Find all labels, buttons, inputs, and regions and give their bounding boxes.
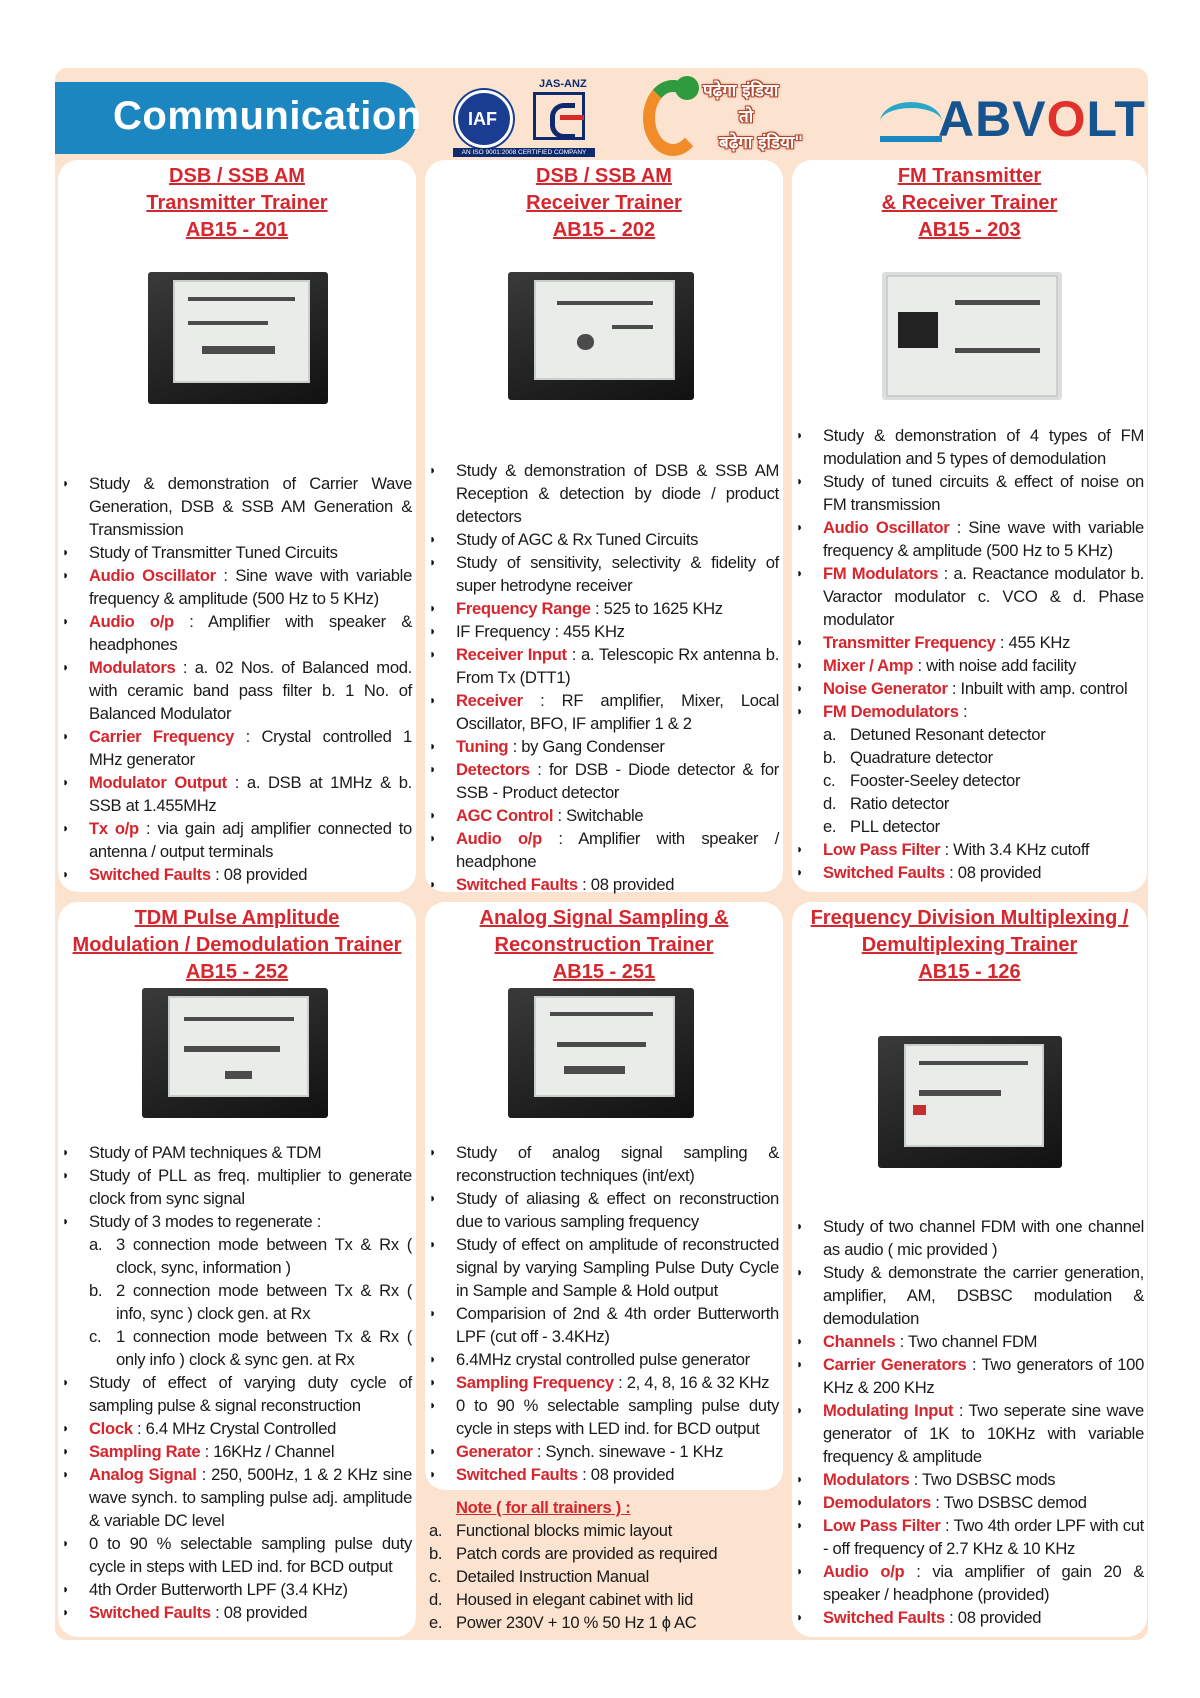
triangle-bullet-icon: ◗ [796,1518,803,1532]
triangle-bullet-icon: ◗ [796,635,803,649]
list-item [429,528,779,551]
list-item [62,725,412,771]
feature-text: : 250, 500Hz, 1 & 2 KHz sine wave synch. to sampling pulse adj. amplitude & variable DC level [89,1465,412,1530]
triangle-bullet-icon: ◗ [62,614,69,628]
feature-text: : 08 provided [577,875,675,894]
list-item [429,1588,779,1611]
triangle-bullet-icon: ◗ [796,474,803,488]
feature-label: Generator [456,1442,533,1461]
feature-text: Study of two channel FDM with one channel as audio ( mic provided ) [823,1217,1144,1259]
triangle-bullet-icon: ◗ [796,865,803,879]
list-item [796,470,1144,516]
feature-label: Modulating Input [823,1401,954,1420]
feature-text: : With 3.4 KHz cutoff [940,840,1090,859]
sub-item-marker: d. [429,1590,443,1609]
note-box [429,1496,779,1634]
feature-label: FM Modulators [823,564,939,583]
list-item [62,1279,412,1325]
list-item [796,746,1144,769]
section-title: Communication [113,94,422,138]
padhega-india-logo [643,76,858,160]
feature-text: : Two 4th order LPF with cut - off frequency of 2.7 KHz & 10 KHz [823,1516,1144,1558]
list-item [429,459,779,528]
feature-text: : 6.4 MHz Crystal Controlled [132,1419,337,1438]
feature-text: : Amplifier with speaker / headphone [456,829,780,871]
feature-label: Modulators [823,1470,910,1489]
section-header [55,82,422,154]
list-item [796,1606,1144,1629]
feature-text: Comparision of 2nd & 4th order Butterworth LPF (cut off - 3.4KHz) [456,1304,779,1346]
feature-text: : for DSB - Diode detector & for SSB - Product detector [456,760,779,802]
feature-text: Patch cords are provided as required [456,1544,718,1563]
trainer-photo [878,1036,1062,1168]
list-item [62,1371,412,1417]
feature-label: Audio Oscillator [823,518,950,537]
feature-text: : Two DSBSC demod [930,1493,1087,1512]
feature-text: Study of 3 modes to regenerate : [89,1212,322,1231]
feature-label: Channels [823,1332,896,1351]
feature-text: : Two generators of 100 KHz & 200 KHz [823,1355,1145,1397]
feature-label: Audio o/p [456,829,542,848]
triangle-bullet-icon: ◗ [62,1168,69,1182]
list-item [429,1371,779,1394]
list-item [429,1519,779,1542]
list-item [796,1261,1144,1330]
list-item [796,424,1144,470]
triangle-bullet-icon: ◗ [62,1421,69,1435]
triangle-bullet-icon: ◗ [796,1265,803,1279]
triangle-bullet-icon: ◗ [429,1145,436,1159]
triangle-bullet-icon: ◗ [62,775,69,789]
triangle-bullet-icon: ◗ [796,1495,803,1509]
iso-certified-label: AN ISO 9001:2008 CERTIFIED COMPANY [453,148,595,157]
jas-anz-mark-icon [533,92,585,140]
feature-label: Frequency Range [456,599,591,618]
triangle-bullet-icon: ◗ [62,568,69,582]
list-item [62,1210,412,1233]
feature-list [62,472,412,886]
list-item [429,1440,779,1463]
feature-text: Study of AGC & Rx Tuned Circuits [456,530,699,549]
feature-list [796,1215,1144,1629]
triangle-bullet-icon: ◗ [429,877,436,891]
feature-label: Analog Signal [89,1465,197,1484]
feature-text: 4th Order Butterworth LPF (3.4 KHz) [89,1580,348,1599]
sub-item-marker: e. [429,1613,443,1632]
feature-text: : RF amplifier, Mixer, Local Oscillator, BFO, IF amplifier 1 & 2 [456,691,779,733]
list-item [62,564,412,610]
feature-text: : 08 provided [577,1465,675,1484]
triangle-bullet-icon: ◗ [796,520,803,534]
feature-text: PLL detector [850,817,940,836]
feature-text: Study & demonstration of 4 types of FM modulation and 5 types of demodulation [823,426,1144,468]
feature-text: Study & demonstration of DSB & SSB AM Reception & detection by diode / product detectors [456,461,779,526]
list-item [796,1215,1144,1261]
list-item [62,771,412,817]
feature-label: Sampling Rate [89,1442,201,1461]
triangle-bullet-icon: ◗ [62,729,69,743]
feature-label: Audio o/p [823,1562,905,1581]
list-item [62,1463,412,1532]
triangle-bullet-icon: ◗ [796,704,803,718]
feature-text: IF Frequency : 455 KHz [456,622,625,641]
brand-wordmark: ABVOLT [938,91,1146,147]
list-item [62,610,412,656]
triangle-bullet-icon: ◗ [796,566,803,580]
feature-label: FM Demodulators [823,702,959,721]
list-item [796,677,1144,700]
list-item [62,1417,412,1440]
product-title: Analog Signal Sampling & Reconstruction Trainer AB15 - 251 [479,907,729,983]
feature-label: Carrier Frequency [89,727,235,746]
triangle-bullet-icon: ◗ [796,428,803,442]
list-item [62,1325,412,1371]
list-item [796,1468,1144,1491]
feature-text: : Two DSBSC mods [909,1470,1056,1489]
list-item [429,551,779,597]
triangle-bullet-icon: ◗ [429,624,436,638]
triangle-bullet-icon: ◗ [796,1334,803,1348]
feature-text: Study of analog signal sampling & reconstruction techniques (int/ext) [456,1143,779,1185]
triangle-bullet-icon: ◗ [429,647,436,661]
feature-list [62,1141,412,1624]
feature-label: Switched Faults [89,1603,211,1622]
feature-text: Study of effect on amplitude of reconstructed signal by varying Sampling Pulse Duty Cycle in Sample and Sample & Hold output [456,1235,779,1300]
slogan-line-3: बढ़ेगा इंडिया" [719,133,804,153]
list-item [796,815,1144,838]
list-item [62,1601,412,1624]
list-item [429,1542,779,1565]
list-item [796,838,1144,861]
feature-text: : with noise add facility [913,656,1076,675]
feature-label: Clock [89,1419,133,1438]
list-item [429,620,779,643]
feature-text: Housed in elegant cabinet with lid [456,1590,694,1609]
triangle-bullet-icon: ◗ [796,658,803,672]
triangle-bullet-icon: ◗ [796,1357,803,1371]
list-item [429,758,779,804]
list-item [796,792,1144,815]
feature-label: Switched Faults [823,1608,945,1627]
feature-text: : a. Telescopic Rx antenna b. From Tx (DTT1) [456,645,780,687]
sub-item-marker: b. [429,1544,443,1563]
list-item [429,735,779,758]
feature-label: Low Pass Filter [823,1516,941,1535]
list-item [429,804,779,827]
iaf-certification-logo [453,78,593,156]
triangle-bullet-icon: ◗ [62,821,69,835]
triangle-bullet-icon: ◗ [62,867,69,881]
sub-item-marker: b. [823,748,837,767]
feature-text: : Synch. sinewave - 1 KHz [532,1442,724,1461]
list-item [429,597,779,620]
feature-text: Quadrature detector [850,748,993,767]
list-item [429,643,779,689]
feature-text: : 16KHz / Channel [200,1442,335,1461]
trainer-photo [882,272,1062,400]
feature-list [429,1141,779,1486]
feature-text: : via gain adj amplifier connected to antenna / output terminals [89,819,412,861]
triangle-bullet-icon: ◗ [429,1191,436,1205]
list-item [796,1514,1144,1560]
triangle-bullet-icon: ◗ [429,1444,436,1458]
sub-item-marker: d. [823,794,837,813]
feature-label: Transmitter Frequency [823,633,996,652]
feature-text: 1 connection mode between Tx & Rx ( only info ) clock & sync gen. at Rx [116,1327,412,1369]
list-item [429,827,779,873]
triangle-bullet-icon: ◗ [429,1375,436,1389]
list-item [796,723,1144,746]
feature-text: : Switchable [553,806,644,825]
list-item [62,1141,412,1164]
feature-text: Detuned Resonant detector [850,725,1046,744]
feature-text: : by Gang Condenser [508,737,665,756]
feature-text: 3 connection mode between Tx & Rx ( clock, sync, information ) [116,1235,412,1277]
triangle-bullet-icon: ◗ [62,660,69,674]
triangle-bullet-icon: ◗ [796,842,803,856]
feature-label: Receiver Input [456,645,567,664]
list-item [62,817,412,863]
slogan-line-1: पढ़ेगा इंडिया [703,81,779,101]
feature-text: Study of Transmitter Tuned Circuits [89,543,338,562]
list-item [796,1560,1144,1606]
feature-text: : Two channel FDM [895,1332,1038,1351]
list-item [796,516,1144,562]
feature-label: Audio o/p [89,612,174,631]
list-item [62,1578,412,1601]
list-item [429,1565,779,1588]
triangle-bullet-icon: ◗ [62,1145,69,1159]
feature-label: Noise Generator [823,679,948,698]
triangle-bullet-icon: ◗ [62,1605,69,1619]
feature-text: : a. Reactance modulator b. Varactor modulator c. VCO & d. Phase modulator [823,564,1144,629]
product-title: DSB / SSB AM Receiver Trainer AB15 - 202 [526,165,682,241]
triangle-bullet-icon: ◗ [62,1536,69,1550]
feature-text: Study of aliasing & effect on reconstruction due to various sampling frequency [456,1189,779,1231]
feature-text: Detailed Instruction Manual [456,1567,649,1586]
wave-icon [880,102,942,142]
triangle-bullet-icon: ◗ [796,1472,803,1486]
triangle-bullet-icon: ◗ [796,681,803,695]
sub-item-marker: c. [823,771,836,790]
slogan-line-2: तो [739,107,754,127]
feature-text: Study of tuned circuits & effect of noise on FM transmission [823,472,1144,514]
feature-text: Power 230V + 10 % 50 Hz 1 ɸ AC [456,1613,697,1632]
product-title: Frequency Division Multiplexing / Demultiplexing Trainer AB15 - 126 [810,907,1129,983]
feature-text: 0 to 90 % selectable sampling pulse duty cycle in steps with LED ind. for BCD output [456,1396,779,1438]
triangle-bullet-icon: ◗ [429,762,436,776]
feature-text: Ratio detector [850,794,950,813]
list-item [796,861,1144,884]
list-item [796,562,1144,631]
list-item [796,654,1144,677]
triangle-bullet-icon: ◗ [62,1582,69,1596]
feature-text: Study & demonstration of Carrier Wave Generation, DSB & SSB AM Generation & Transmission [89,474,412,539]
feature-text: Study of PLL as freq. multiplier to generate clock from sync signal [89,1166,412,1208]
feature-text: Study of effect of varying duty cycle of sampling pulse & signal reconstruction [89,1373,412,1415]
feature-text: : a. DSB at 1MHz & b. SSB at 1.455MHz [89,773,412,815]
triangle-bullet-icon: ◗ [429,601,436,615]
list-item [62,1233,412,1279]
iaf-seal-icon: IAF [455,90,513,148]
list-item [429,873,779,896]
feature-label: Demodulators [823,1493,931,1512]
note-title: Note ( for all trainers ) : [456,1498,631,1517]
feature-label: Switched Faults [89,865,211,884]
feature-label: Modulator Output [89,773,227,792]
list-item [796,1353,1144,1399]
feature-text: : 08 provided [210,865,308,884]
triangle-bullet-icon: ◗ [62,1467,69,1481]
abvolt-logo [880,84,1146,156]
triangle-bullet-icon: ◗ [62,476,69,490]
feature-text: : Crystal controlled 1 MHz generator [89,727,412,769]
list-item [429,1394,779,1440]
list-item [796,1399,1144,1468]
list-item [62,863,412,886]
feature-text: : Amplifier with speaker & headphones [89,612,413,654]
feature-list [796,424,1144,884]
triangle-bullet-icon: ◗ [429,463,436,477]
feature-list [429,459,779,896]
triangle-bullet-icon: ◗ [62,545,69,559]
feature-text: 2 connection mode between Tx & Rx ( info, sync ) clock gen. at Rx [116,1281,412,1323]
feature-label: Switched Faults [456,1465,578,1484]
feature-text: Study of PAM techniques & TDM [89,1143,322,1162]
triangle-bullet-icon: ◗ [429,1398,436,1412]
product-title: TDM Pulse Amplitude Modulation / Demodulation Trainer AB15 - 252 [72,907,402,983]
feature-text: : 08 provided [944,1608,1042,1627]
list-item [429,1348,779,1371]
sub-item-marker: c. [89,1327,102,1346]
feature-text: : Inbuilt with amp. control [947,679,1128,698]
list-item [429,1463,779,1486]
feature-text: : Sine wave with variable frequency & amplitude (500 Hz to 5 KHz) [823,518,1144,560]
feature-text: : Sine wave with variable frequency & amplitude (500 Hz to 5 KHz) [89,566,413,608]
feature-label: Audio Oscillator [89,566,216,585]
triangle-bullet-icon: ◗ [796,1564,803,1578]
feature-label: AGC Control [456,806,554,825]
feature-text: 0 to 90 % selectable sampling pulse duty cycle in steps with LED ind. for BCD output [89,1534,412,1576]
sub-item-marker: a. [89,1235,103,1254]
list-item [62,1440,412,1463]
list-item [62,472,412,541]
triangle-bullet-icon: ◗ [62,1444,69,1458]
feature-text: Study & demonstrate the carrier generation, amplifier, AM, DSBSC modulation & demodulation [823,1263,1144,1328]
feature-label: Switched Faults [823,863,945,882]
feature-label: Tx o/p [89,819,139,838]
sub-item-marker: e. [823,817,837,836]
list-item [796,700,1144,723]
triangle-bullet-icon: ◗ [429,808,436,822]
dot-icon [675,76,699,100]
triangle-bullet-icon: ◗ [429,555,436,569]
list-item [429,1611,779,1634]
feature-text: Study of sensitivity, selectivity & fidelity of super hetrodyne receiver [456,553,779,595]
trainer-photo [148,272,328,404]
jas-anz-label: JAS-ANZ [539,78,587,90]
feature-label: Carrier Generators [823,1355,967,1374]
triangle-bullet-icon: ◗ [62,1214,69,1228]
feature-text: 6.4MHz crystal controlled pulse generator [456,1350,750,1369]
feature-text: : 08 provided [944,863,1042,882]
feature-label: Sampling Frequency [456,1373,614,1392]
feature-text: : Two seperate sine wave generator of 1K to 10KHz with variable frequency & amplitude [823,1401,1144,1466]
sub-item-marker: a. [429,1521,443,1540]
list-item [429,1187,779,1233]
list-item [62,1532,412,1578]
triangle-bullet-icon: ◗ [796,1403,803,1417]
feature-text: : a. 02 Nos. of Balanced mod. with ceramic band pass filter b. 1 No. of Balanced Modulator [89,658,412,723]
feature-text: : 2, 4, 8, 16 & 32 KHz [613,1373,770,1392]
product-title: FM Transmitter & Receiver Trainer AB15 - 203 [881,165,1058,241]
triangle-bullet-icon: ◗ [796,1610,803,1624]
feature-text: : 08 provided [210,1603,308,1622]
feature-text: : [958,702,968,721]
feature-label: Modulators [89,658,176,677]
list-item [62,541,412,564]
list-item [62,1164,412,1210]
trainer-photo [508,272,694,400]
sub-item-marker: a. [823,725,837,744]
feature-label: Tuning [456,737,509,756]
trainer-photo [508,988,694,1118]
list-item [796,1491,1144,1514]
feature-text: : via amplifier of gain 20 & speaker / headphone (provided) [823,1562,1144,1604]
feature-label: Mixer / Amp [823,656,914,675]
feature-text: : 525 to 1625 KHz [590,599,723,618]
list-item [429,1302,779,1348]
list-item [429,1141,779,1187]
trainer-photo [142,988,328,1118]
list-item [429,1233,779,1302]
triangle-bullet-icon: ◗ [429,1237,436,1251]
note-list [429,1519,779,1634]
triangle-bullet-icon: ◗ [429,739,436,753]
feature-text: : 455 KHz [995,633,1071,652]
list-item [429,689,779,735]
feature-text: Functional blocks mimic layout [456,1521,673,1540]
list-item [796,769,1144,792]
triangle-bullet-icon: ◗ [429,1306,436,1320]
triangle-bullet-icon: ◗ [429,1467,436,1481]
triangle-bullet-icon: ◗ [429,1352,436,1366]
triangle-bullet-icon: ◗ [429,532,436,546]
triangle-bullet-icon: ◗ [429,831,436,845]
list-item [62,656,412,725]
feature-label: Low Pass Filter [823,840,941,859]
sub-item-marker: b. [89,1281,103,1300]
feature-label: Switched Faults [456,875,578,894]
triangle-bullet-icon: ◗ [796,1219,803,1233]
sub-item-marker: c. [429,1567,442,1586]
feature-label: Detectors [456,760,530,779]
list-item [796,1330,1144,1353]
feature-label: Receiver [456,691,523,710]
product-title: DSB / SSB AM Transmitter Trainer AB15 - 201 [146,165,328,241]
triangle-bullet-icon: ◗ [429,693,436,707]
feature-text: Fooster-Seeley detector [850,771,1021,790]
triangle-bullet-icon: ◗ [62,1375,69,1389]
list-item [796,631,1144,654]
